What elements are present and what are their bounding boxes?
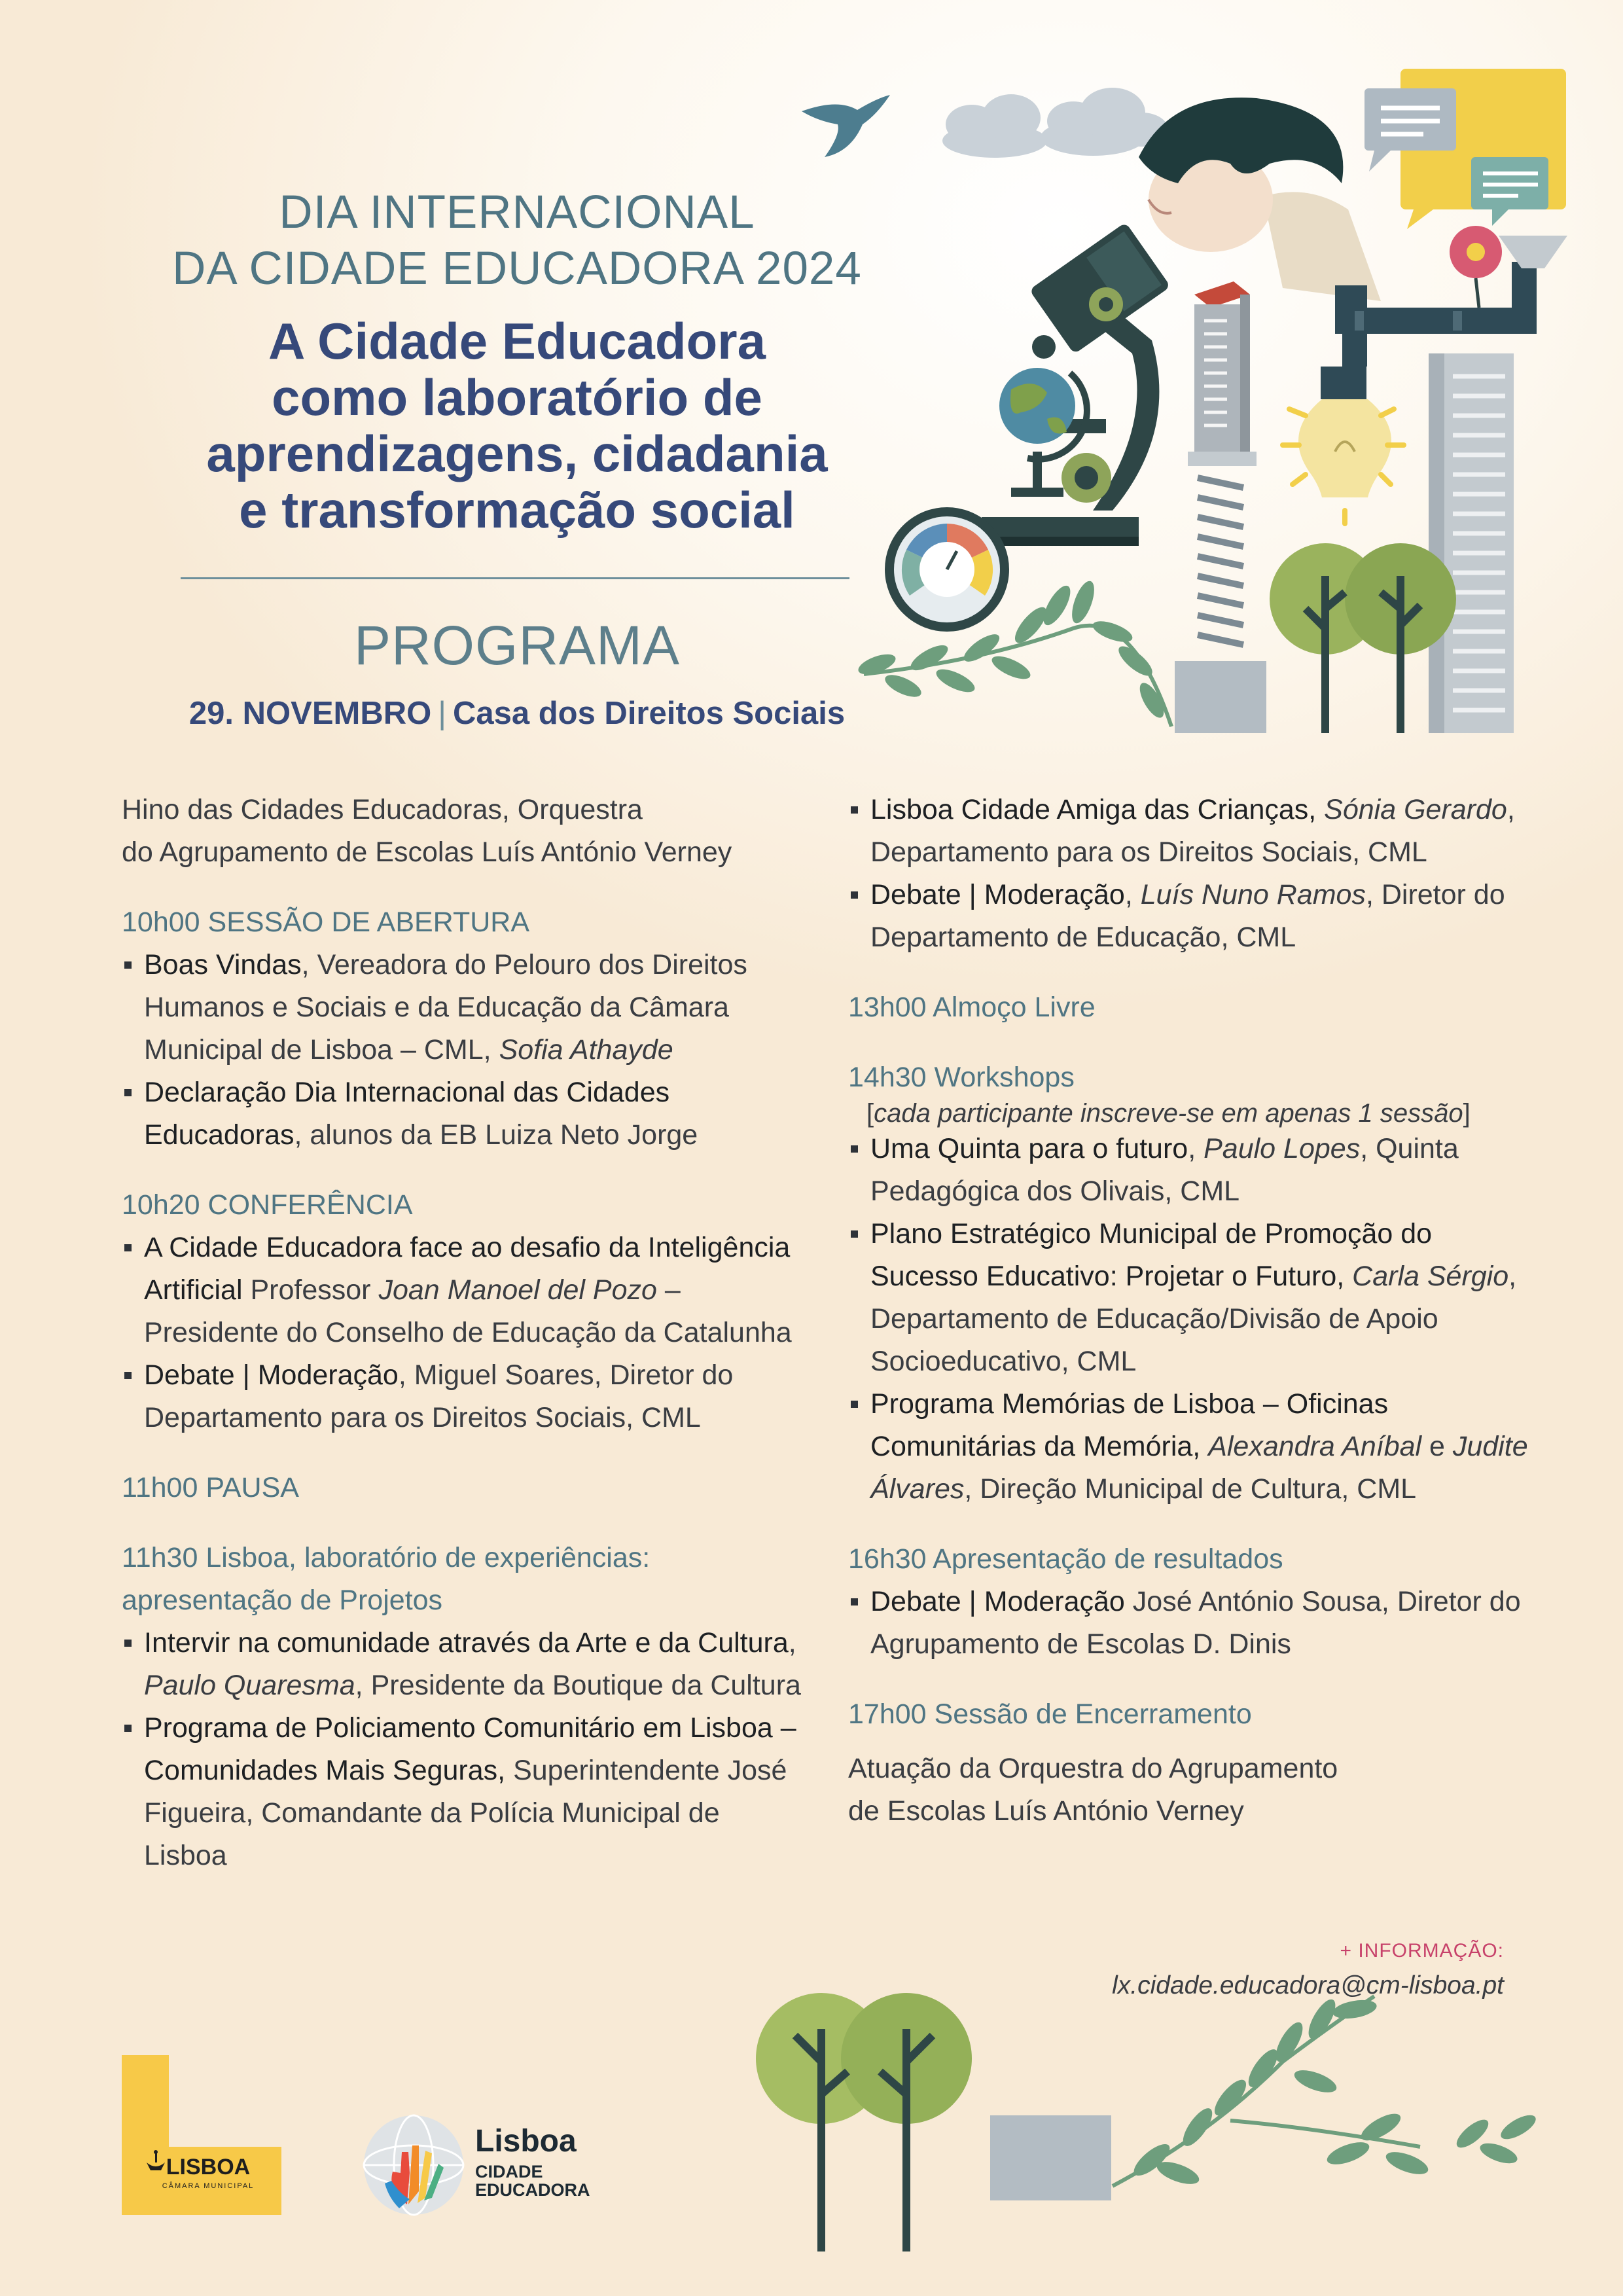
program-item bbox=[122, 1622, 809, 1707]
item-text bbox=[1200, 1431, 1208, 1462]
item-speaker: Sónia Gerardo bbox=[1324, 794, 1507, 825]
item-text: , bbox=[1188, 1133, 1204, 1164]
scientist-illustration bbox=[1139, 98, 1381, 301]
session-pausa bbox=[122, 1467, 809, 1509]
session-workshops bbox=[848, 1056, 1535, 1511]
leaf-branch-icon bbox=[1113, 1996, 1539, 2189]
item-text: Professor bbox=[242, 1274, 379, 1306]
item-speaker: Paulo Quaresma bbox=[144, 1670, 355, 1701]
item-title: Uma Quinta para o futuro bbox=[870, 1133, 1188, 1164]
cml-logo-name: LISBOA bbox=[166, 2155, 251, 2179]
program-item bbox=[122, 1071, 809, 1157]
date-venue bbox=[118, 692, 916, 734]
item-text: , bbox=[788, 1627, 796, 1659]
session-title: Workshops bbox=[934, 1062, 1075, 1093]
item-title: Programa Memórias de Lisboa – Oficinas Comunitárias da Memória, bbox=[870, 1388, 1389, 1462]
session-header bbox=[122, 1537, 809, 1622]
item-title: Programa de Policiamento Comunitário em Lisboa – Comunidades Mais Seguras, bbox=[144, 1712, 796, 1786]
session-projetos bbox=[122, 1537, 809, 1877]
session-time: 10h20 bbox=[122, 1189, 200, 1221]
item-title: A Cidade Educadora face ao desafio da Inteligência Artificial bbox=[144, 1232, 791, 1306]
item-text: , Presidente da Boutique da Cultura bbox=[355, 1670, 801, 1701]
program-heading: PROGRAMA bbox=[353, 615, 681, 676]
lce-logo-name: Lisboa bbox=[475, 2124, 577, 2159]
note-bracket: ] bbox=[1463, 1099, 1471, 1128]
contact-email[interactable]: lx.cidade.educadora@cm-lisboa.pt bbox=[1112, 1971, 1504, 2000]
session-abertura bbox=[122, 901, 809, 1157]
item-title: Intervir na comunidade através da Arte e da Cultura bbox=[144, 1627, 789, 1659]
program-item bbox=[848, 1581, 1535, 1666]
item-text: e bbox=[1421, 1431, 1453, 1462]
note-text: cada participante inscreve-se em apenas 1 sessão bbox=[874, 1099, 1463, 1128]
item-text: , Miguel Soares, Diretor do Departamento para os Direitos Sociais, CML bbox=[144, 1359, 734, 1433]
session-time: 13h00 bbox=[848, 992, 927, 1023]
title-line3: aprendizagens, cidadania bbox=[206, 425, 828, 482]
item-title: Declaração Dia Internacional das Cidades Educadoras bbox=[144, 1077, 670, 1151]
cml-logo-subtitle: CÂMARA MUNICIPAL bbox=[162, 2182, 255, 2190]
bird-icon bbox=[802, 95, 890, 157]
session-header bbox=[848, 986, 1535, 1029]
opening-hymn-line2: do Agrupamento de Escolas Luís António Verney bbox=[122, 836, 732, 868]
session-title: CONFERÊNCIA bbox=[207, 1189, 413, 1221]
session-time: 14h30 bbox=[848, 1062, 927, 1093]
session-time: 11h00 bbox=[122, 1472, 198, 1503]
program-item bbox=[848, 1383, 1535, 1511]
session-header bbox=[848, 1056, 1535, 1099]
program-item bbox=[122, 1707, 809, 1877]
program-item bbox=[122, 944, 809, 1071]
item-text: , Vereadora do Pelouro dos Direitos Humanos e Sociais e da Educação da Câmara Municipal de Lisboa – CML, bbox=[144, 949, 747, 1066]
item-speaker: Judite Álvares bbox=[870, 1431, 1528, 1505]
tree-icon bbox=[1270, 543, 1456, 733]
program-item bbox=[848, 874, 1535, 959]
item-speaker: Carla Sérgio bbox=[1352, 1261, 1509, 1292]
item-text: , Direção Municipal de Cultura, CML bbox=[964, 1473, 1417, 1505]
item-title: Debate | Moderação bbox=[870, 879, 1125, 910]
session-title: SESSÃO DE ABERTURA bbox=[207, 906, 530, 938]
session-title: PAUSA bbox=[205, 1472, 299, 1503]
opening-hymn-line1: Hino das Cidades Educadoras, Orquestra bbox=[122, 794, 643, 825]
session-header bbox=[122, 1467, 809, 1509]
item-text: José António Sousa, Diretor do Agrupamento de Escolas D. Dinis bbox=[870, 1586, 1521, 1660]
lce-logo-subtitle-line1: CIDADE bbox=[475, 2162, 543, 2181]
title-line4: e transformação social bbox=[239, 481, 795, 539]
session-header bbox=[848, 1693, 1535, 1736]
session-time: 11h30 bbox=[122, 1542, 198, 1573]
session-header bbox=[122, 1184, 809, 1227]
event-name-line1: DIA INTERNACIONAL bbox=[279, 187, 755, 238]
item-title: Plano Estratégico Municipal de Promoção do Sucesso Educativo: Projetar o Futuro, bbox=[870, 1218, 1433, 1292]
title-line2: como laboratório de bbox=[272, 368, 762, 426]
session-time: 10h00 bbox=[122, 906, 200, 938]
session-header bbox=[122, 901, 809, 944]
program-item bbox=[122, 1354, 809, 1439]
program-item bbox=[122, 1227, 809, 1354]
item-text: , Departamento de Educação/Divisão de Apoio Socioeducativo, CML bbox=[870, 1261, 1517, 1377]
session-almoco bbox=[848, 986, 1535, 1029]
lce-logo-subtitle-line2: EDUCADORA bbox=[475, 2180, 590, 2200]
item-title: Lisboa Cidade Amiga das Crianças, bbox=[870, 794, 1317, 825]
note-bracket: [ bbox=[866, 1099, 874, 1128]
stone-block-icon bbox=[990, 2115, 1111, 2200]
item-title: Boas Vindas bbox=[144, 949, 302, 980]
closing-line1: Atuação da Orquestra do Agrupamento bbox=[848, 1753, 1338, 1784]
tree-icon bbox=[756, 1993, 972, 2251]
item-title: Debate | Moderação bbox=[144, 1359, 399, 1391]
program-item bbox=[848, 1128, 1535, 1213]
closing-performance bbox=[848, 1748, 1535, 1833]
session-title: Sessão de Encerramento bbox=[934, 1698, 1252, 1730]
item-text: , Diretor do Departamento de Educação, CML bbox=[870, 879, 1505, 953]
event-venue: Casa dos Direitos Sociais bbox=[452, 696, 846, 731]
session-time: 16h30 bbox=[848, 1543, 927, 1575]
lce-logo-subtitle bbox=[475, 2162, 619, 2199]
session-resultados bbox=[848, 1538, 1535, 1666]
item-speaker: Paulo Lopes bbox=[1204, 1133, 1361, 1164]
item-text: – Presidente do Conselho de Educação da Catalunha bbox=[144, 1274, 792, 1348]
item-text: , alunos da EB Luiza Neto Jorge bbox=[294, 1119, 698, 1151]
item-speaker: Joan Manoel del Pozo bbox=[378, 1274, 657, 1306]
item-text: , bbox=[1124, 879, 1141, 910]
session-header bbox=[848, 1538, 1535, 1581]
program-right-column bbox=[848, 789, 1535, 1860]
event-date: 29. NOVEMBRO bbox=[188, 696, 432, 731]
more-info-label: + INFORMAÇÃO: bbox=[1340, 1940, 1504, 1962]
closing-line2: de Escolas Luís António Verney bbox=[848, 1795, 1244, 1827]
lisboa-cidade-educadora-logo bbox=[361, 2113, 466, 2217]
building-spring-icon bbox=[1175, 281, 1266, 733]
session-time: 17h00 bbox=[848, 1698, 927, 1730]
cml-logo bbox=[122, 2055, 281, 2215]
event-name-line2: DA CIDADE EDUCADORA 2024 bbox=[172, 243, 862, 295]
session-conferencia bbox=[122, 1184, 809, 1439]
item-text: , Quinta Pedagógica dos Olivais, CML bbox=[870, 1133, 1459, 1207]
item-speaker: Sofia Athayde bbox=[499, 1034, 673, 1066]
divider bbox=[181, 577, 849, 579]
program-left-column bbox=[122, 789, 809, 1905]
item-speaker: Luís Nuno Ramos bbox=[1140, 879, 1366, 910]
session-title: Lisboa, laboratório de experiências: apresentação de Projetos bbox=[122, 1542, 651, 1616]
opening-hymn bbox=[122, 789, 809, 874]
item-title: Debate | Moderação bbox=[870, 1586, 1125, 1617]
session-encerramento bbox=[848, 1693, 1535, 1736]
date-separator: | bbox=[438, 696, 446, 731]
item-text bbox=[1344, 1261, 1352, 1292]
page-title bbox=[118, 313, 916, 538]
item-text: Superintendente José Figueira, Comandante da Polícia Municipal de Lisboa bbox=[144, 1755, 787, 1871]
speech-bubble-icon bbox=[1364, 69, 1566, 229]
item-text: , Departamento para os Direitos Sociais, CML bbox=[870, 794, 1515, 868]
item-text bbox=[1316, 794, 1324, 825]
item-speaker: Alexandra Aníbal bbox=[1208, 1431, 1422, 1462]
workshop-note bbox=[848, 1099, 1535, 1128]
title-line1: A Cidade Educadora bbox=[268, 312, 766, 370]
program-item bbox=[848, 1213, 1535, 1383]
session-projetos-cont bbox=[848, 789, 1535, 959]
program-item bbox=[848, 789, 1535, 874]
cloud-icon bbox=[942, 88, 1168, 158]
building-icon bbox=[1429, 353, 1514, 733]
session-title: Almoço Livre bbox=[933, 992, 1096, 1023]
event-name bbox=[118, 185, 916, 297]
lightbulb-icon bbox=[1283, 367, 1404, 524]
session-title: Apresentação de resultados bbox=[933, 1543, 1283, 1575]
